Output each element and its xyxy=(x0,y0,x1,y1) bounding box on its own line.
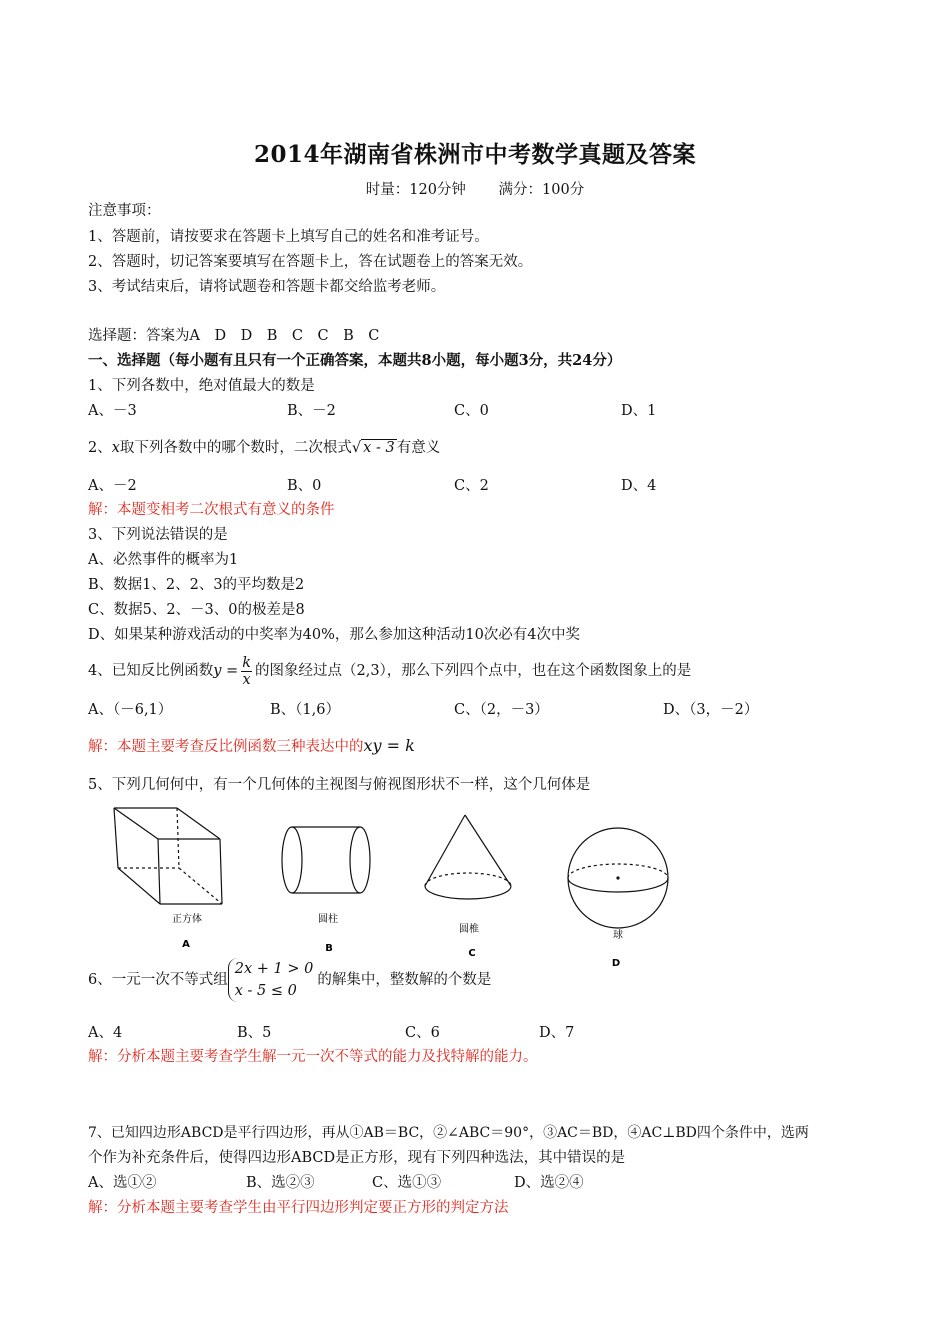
q2-variable: x xyxy=(111,440,120,456)
answer-key: 选择题：答案为A D D B C C B C xyxy=(88,328,380,344)
q6-stem-end: 的解集中，整数解的个数是 xyxy=(317,972,492,988)
q2-solution: 解：本题变相考二次根式有意义的条件 xyxy=(88,502,335,518)
q1-option-a: A、－3 xyxy=(88,403,137,419)
q4-solution xyxy=(88,736,415,757)
figure-caption-b: 圆柱 xyxy=(318,914,338,925)
cube-figure xyxy=(114,808,222,904)
q4-stem xyxy=(88,652,691,690)
q7-stem-line2: 个作为补充条件后，使得四边形ABCD是正方形，现有下列四种选法，其中错误的是 xyxy=(88,1150,626,1166)
q4-solution-formula: xy = k xyxy=(363,736,415,755)
q1-stem: 1、下列各数中，绝对值最大的数是 xyxy=(88,378,315,394)
denominator: x xyxy=(242,671,251,688)
section-heading: 一、选择题（每小题有且只有一个正确答案，本题共8小题，每小题3分，共24分） xyxy=(88,352,622,369)
numerator: k xyxy=(242,654,251,671)
q5-figures xyxy=(100,795,700,975)
q2-option-c: C、2 xyxy=(454,478,489,494)
q3-option-c: C、数据5、2、－3、0的极差是8 xyxy=(88,602,305,618)
radical-expression: √ x - 3 xyxy=(351,440,395,456)
exam-time: 时量：120分钟 xyxy=(365,182,466,198)
q2-option-d: D、4 xyxy=(621,478,657,494)
figure-letter-c: C xyxy=(468,948,476,959)
q7-stem-line1: 7、已知四边形ABCD是平行四边形，再从①AB＝BC，②∠ABC＝90°，③AC＝BD，④AC⊥BD四个条件中，选两 xyxy=(88,1125,809,1141)
figure-letter-b: B xyxy=(325,943,333,954)
q7-option-c: C、选①③ xyxy=(372,1175,442,1191)
q4-option-a: A、（－6,1） xyxy=(88,702,173,718)
figure-letter-d: D xyxy=(611,958,621,969)
page-title: 2014年湖南省株洲市中考数学真题及答案 xyxy=(253,141,696,168)
q7-option-b: B、选②③ xyxy=(246,1175,315,1191)
figure-caption-d: 球 xyxy=(613,930,623,941)
q3-stem: 3、下列说法错误的是 xyxy=(88,527,228,543)
q4-stem-end: 的图象经过点（2,3），那么下列四个点中，也在这个函数图象上的是 xyxy=(254,663,692,679)
sphere-center-point xyxy=(616,876,619,879)
figure-caption-a: 正方体 xyxy=(172,914,202,925)
q6-solution: 解：分析本题主要考查学生解一元一次不等式的能力及找特解的能力。 xyxy=(88,1049,538,1065)
q1-option-b: B、－2 xyxy=(287,403,336,419)
q2-option-a: A、－2 xyxy=(88,478,137,494)
note-item: 2、答题时，切记答案要填写在答题卡上，答在试题卷上的答案无效。 xyxy=(88,254,533,270)
q4-solution-text: 解：本题主要考查反比例函数三种表达中的 xyxy=(88,739,364,755)
q6-stem xyxy=(88,955,491,1005)
note-item: 1、答题前，请按要求在答题卡上填写自己的姓名和准考证号。 xyxy=(88,229,489,245)
inequality-system xyxy=(228,958,318,1002)
q4-lhs: y = xyxy=(213,663,239,679)
q7-option-a: A、选①② xyxy=(88,1175,157,1191)
note-item: 3、考试结束后，请将试题卷和答题卡都交给监考老师。 xyxy=(88,279,446,295)
radicand: x - 3 xyxy=(363,440,395,456)
q6-option-b: B、5 xyxy=(237,1025,272,1041)
figure-letter-a: A xyxy=(182,939,190,950)
q3-option-b: B、数据1、2、2、3的平均数是2 xyxy=(88,577,305,593)
q4-stem-text: 4、已知反比例函数 xyxy=(88,663,214,679)
q1-option-c: C、0 xyxy=(454,403,489,419)
q4-option-c: C、（2，－3） xyxy=(454,702,549,718)
q6-option-d: D、7 xyxy=(539,1025,575,1041)
cylinder-figure xyxy=(282,827,370,893)
q2-option-b: B、0 xyxy=(287,478,322,494)
inequality-2: x - 5 ≤ 0 xyxy=(234,983,297,999)
cone-figure xyxy=(425,815,511,899)
q7-option-d: D、选②④ xyxy=(514,1175,584,1191)
q4-option-d: D、（3，－2） xyxy=(663,702,759,718)
q6-option-c: C、6 xyxy=(405,1025,440,1041)
fraction-k-over-x xyxy=(241,655,252,688)
q7-solution: 解：分析本题主要考查学生由平行四边形判定要正方形的判定方法 xyxy=(88,1200,509,1216)
q6-stem-text: 6、一元一次不等式组 xyxy=(88,972,228,988)
q4-option-b: B、（1,6） xyxy=(270,702,340,718)
q6-option-a: A、4 xyxy=(88,1025,123,1041)
figure-caption-c: 圆椎 xyxy=(459,924,479,935)
q2-stem xyxy=(88,436,440,460)
inequality-1: 2x + 1 > 0 xyxy=(234,961,314,977)
q2-stem-end: 有意义 xyxy=(396,440,441,456)
q3-option-a: A、必然事件的概率为1 xyxy=(88,552,239,568)
exam-info xyxy=(0,178,950,199)
q2-number: 2、 xyxy=(88,440,112,456)
exam-score: 满分：100分 xyxy=(498,182,585,198)
q5-stem: 5、下列几何何中，有一个几何体的主视图与俯视图形状不一样，这个几何体是 xyxy=(88,777,591,793)
q2-stem-text: 取下列各数中的哪个数时，二次根式 xyxy=(119,440,352,456)
q1-option-d: D、1 xyxy=(621,403,657,419)
notes-heading: 注意事项： xyxy=(88,203,161,219)
q3-option-d: D、如果某种游戏活动的中奖率为40%，那么参加这种活动10次必有4次中奖 xyxy=(88,627,581,643)
